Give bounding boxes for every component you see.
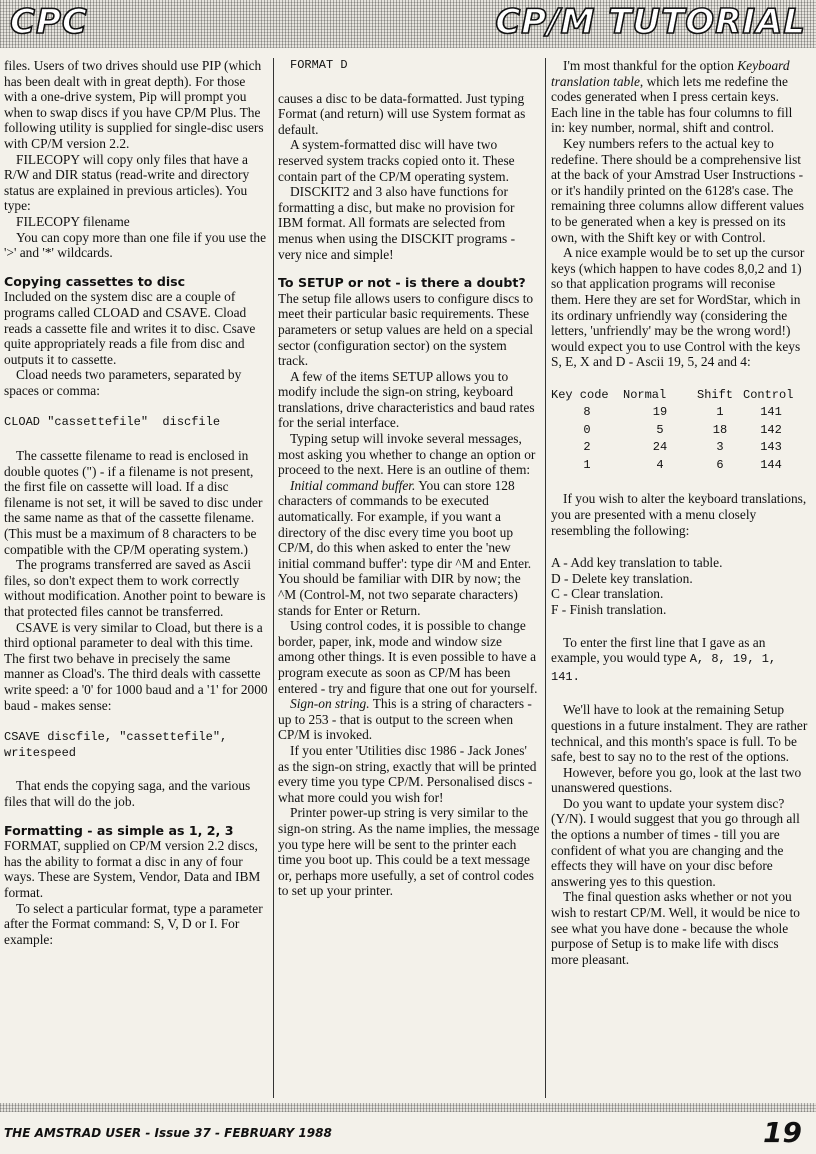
key-translation-table (551, 387, 799, 475)
table-cell: 1 (583, 457, 591, 472)
table-cell: 8 (583, 405, 591, 420)
table-header-row (551, 387, 799, 405)
menu-item: A - Add key translation to table. (551, 555, 723, 571)
option-name: Sign-on string. (290, 696, 370, 712)
command-example: FILECOPY filename (16, 213, 130, 229)
paragraph: If you enter 'Utilities disc 1986 - Jack Jones' as the sign-on string, exactly that will be printed every time you type CP/M. Personalised discs - what more could you wish for! (278, 742, 537, 805)
option-name: Keyboard translation table (551, 58, 790, 89)
paragraph: The final question asks whether or not you wish to restart CP/M. Well, it would be nice to see what you have done - because the whole purpose of Setup is to make life with discs more pleasant. (551, 889, 800, 967)
code-example: A, 8, 19, 1, 141. (551, 652, 784, 684)
table-cell: 1 (716, 405, 724, 420)
paragraph: You can copy more than one file if you use the '>' and '*' wildcards. (4, 229, 267, 261)
section-label: CPC (10, 2, 88, 42)
table-row (551, 422, 799, 440)
paragraph: I'm most thankful for the option Keyboard translation table, which lets me redefine the codes generated when I press certain keys. Each line in the table has four columns to fill in: key number, normal, shift and control. (551, 58, 793, 136)
paragraph: Using control codes, it is possible to change border, paper, ink, mode and window size among other things. It is even possible to have a program execute as soon as CP/M has been entered - try and figure that one out for yourself. (278, 618, 538, 696)
menu-item: D - Delete key translation. (551, 570, 693, 586)
column-header: Key code (551, 387, 609, 402)
magazine-footer: THE AMSTRAD USER - Issue 37 - FEBRUARY 1988 (4, 1126, 332, 1140)
paragraph: The cassette filename to read is enclosed in double quotes (") - if a filename is not present, the first file on cassette will load. If a disc filename is not set, it will be saved to disc under the same name as that of the cassette filename. (This must be a maximum of 8 characters to be compatible with the CP/M operating system.) (4, 448, 263, 557)
table-row (551, 439, 799, 457)
paragraph: To select a particular format, type a parameter after the Format command: S, V, D or I. For example: (4, 900, 263, 947)
column-header: Control (743, 387, 794, 402)
column-header: Shift (697, 387, 734, 402)
paragraph: However, before you go, look at the last two unanswered questions. (551, 764, 802, 796)
paragraph: The setup file allows users to configure discs to meet their particular basic requirements. These parameters or setup values are held on a special sector (configuration sector) on the system track. (278, 290, 534, 369)
paragraph: Sign-on string. This is a string of characters - up to 253 - that is output to the screen when CP/M is invoked. (278, 696, 532, 743)
paragraph: DISCKIT2 and 3 also have functions for formatting a disc, but make no provision for IBM format. All formats are selected from menus when using the DISCKIT programs - very nice and simple! (278, 184, 516, 262)
table-cell: 18 (712, 422, 728, 437)
column-1 (4, 58, 268, 947)
table-row (551, 457, 799, 475)
paragraph: A few of the items SETUP allows you to modify include the sign-on string, keyboard translations, drive characteristics and baud rates for the serial interface. (278, 368, 535, 431)
table-cell: 24 (652, 440, 668, 455)
paragraph: A system-formatted disc will have two reserved system tracks copied onto it. These contain part of the CP/M operating system. (278, 137, 515, 184)
table-cell: 144 (760, 457, 782, 472)
table-cell: 5 (656, 422, 664, 437)
setup-menu (551, 555, 808, 617)
section-heading: Copying cassettes to disc (4, 273, 186, 289)
section-heading: To SETUP or not - is there a doubt? (278, 275, 526, 291)
paragraph: Key numbers refers to the actual key to redefine. There should be a comprehensive list at the back of your Amstrad User Instructions - or it's handily printed on the 6128's case. The remaining three columns allow different values to be generated when a key is pressed on its own, with the Shift key or with Control. (551, 135, 804, 245)
paragraph: Included on the system disc are a couple of programs called CLOAD and CSAVE. Cload reads a cassette file and writes it to disc. Csave quite appropriately reads a file from disc and outputs it to cassette. (4, 289, 256, 367)
page-title: CP/M TUTORIAL (495, 2, 806, 42)
paragraph: The programs transferred are saved as Ascii files, so don't expect them to work correctly without modification. Another point to beware is that protected files cannot be transferred. (4, 557, 266, 619)
table-cell: 143 (760, 440, 782, 455)
paragraph: A nice example would be to set up the cursor keys (which happen to have codes 8,0,2 and 1) so that application programs will reconise them. Here they are set for WordStar, which in its ordinary unfriendly way (considering the letters, 'unfriendly' may be the wrong word!) would expect you to use Control with the keys S, E, X and D - Ascii 19, 5, 24 and 4: (551, 245, 805, 370)
paragraph: Do you want to update your system disc? (Y/N). I would suggest that you go through all the options a number of times - till you are confident of what you are changing and the effects they will have on your disc before answering yes to this question. (551, 795, 800, 889)
table-cell: 4 (656, 457, 664, 472)
page-number: 19 (763, 1116, 802, 1149)
paragraph: causes a disc to be data-formatted. Just typing Format (and return) will use System format as default. (278, 90, 526, 137)
paragraph: Cload needs two parameters, separated by spaces or comma: (4, 367, 242, 398)
paragraph: Printer power-up string is very similar to the sign-on string. As the name implies, the message you type here will be sent to the printer each time you boot up. This could be a text message or, perhaps more usefully, a set of control codes to set up your printer. (278, 805, 540, 899)
column-3 (551, 58, 808, 967)
paragraph: If you wish to alter the keyboard translations, you are presented with a menu closely resembling the following: (551, 491, 807, 538)
option-name: Initial command buffer. (290, 477, 416, 493)
paragraph: FORMAT, supplied on CP/M version 2.2 discs, has the ability to format a disc in any of four ways. These are System, Vendor, Data and IBM format. (4, 838, 261, 900)
paragraph: Typing setup will invoke several messages, most asking you whether to change an option or proceed to the next. Here is an outline of them: (278, 431, 536, 478)
paragraph: CSAVE is very similar to Cload, but there is a third optional parameter to deal with this time. The first two behave in precisely the same manner as Cload's. The third deals with cassette write speed: a '0' for 1000 baud and a '1' for 2000 baud - makes sense: (4, 619, 268, 713)
paragraph: That ends the copying saga, and the various files that will do the job. (4, 778, 251, 809)
column-divider (545, 58, 546, 1098)
code-example: CSAVE discfile, "cassettefile", writespeed (4, 730, 235, 760)
footer-band (0, 1103, 816, 1112)
column-header: Normal (623, 387, 667, 402)
table-cell: 2 (583, 440, 591, 455)
menu-item: C - Clear translation. (551, 586, 664, 602)
table-cell: 19 (652, 405, 668, 420)
table-cell: 141 (760, 405, 782, 420)
table-cell: 3 (716, 440, 724, 455)
table-row (551, 404, 799, 422)
column-2 (278, 58, 540, 899)
column-divider (273, 58, 274, 1098)
paragraph: Initial command buffer. You can store 128 characters of commands to be executed automatically. For example, if you want a directory of the disc every time you boot up CP/M, do this when asked to enter the 'new initial command buffer': type dir ^M and Enter. You should be familiar with DIR by now; the ^M (Control-M, not two separate characters) stands for Enter or Return. (278, 477, 532, 618)
paragraph: We'll have to look at the remaining Setup questions in a future instalment. They are rather technical, and this month's space is full. To be safe, best to say no to the rest of the options. (551, 702, 808, 765)
paragraph: FILECOPY will copy only files that have a R/W and DIR status (read-write and directory status are explained in previous articles). You type: (4, 151, 250, 214)
paragraph: files. Users of two drives should use PIP (which has been dealt with in great depth). For those with a one-drive system, Pip will prompt you when to swap discs if you have CP/M Plus. The following utility is supplied for single-disc users with CP/M version 2.2. (4, 58, 264, 151)
table-cell: 142 (760, 422, 782, 437)
paragraph: To enter the first line that I gave as an example, you would type A, 8, 19, 1, 141. (551, 634, 784, 684)
table-cell: 6 (716, 457, 724, 472)
section-heading: Formatting - as simple as 1, 2, 3 (4, 822, 234, 838)
code-example: FORMAT D (290, 58, 348, 72)
code-example: CLOAD "cassettefile" discfile (4, 415, 221, 430)
table-cell: 0 (583, 422, 591, 437)
menu-item: F - Finish translation. (551, 601, 667, 617)
